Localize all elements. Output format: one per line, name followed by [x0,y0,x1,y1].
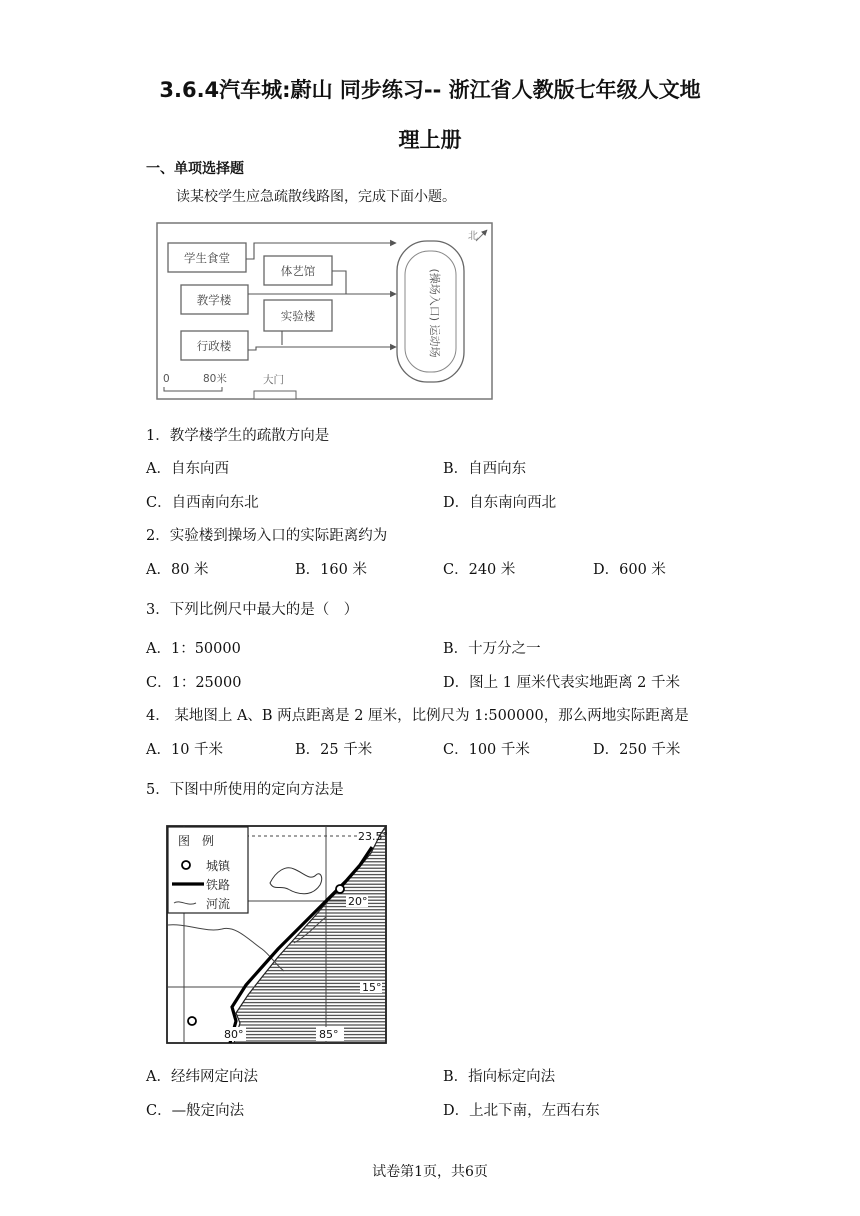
question-5-stem: 5．下图中所使用的定向方法是 [146,782,344,798]
legend-item-railway: 铁路 [206,878,231,892]
question-4-option-b[interactable]: B．25 千米 [295,742,373,758]
lat-label-20: 20° [348,895,368,908]
scale-zero: 0 [163,373,170,385]
question-5-option-d[interactable]: D．上北下南，左西右东 [443,1103,600,1119]
lon-label-85: 85° [319,1028,339,1041]
lat-label-23-5: 23.5° [358,830,388,843]
building-lab-label: 实验楼 [280,309,316,323]
legend-town-icon [182,861,190,869]
route-gym [332,271,346,294]
gate-label: 大门 [263,374,284,386]
section-heading: 一、单项选择题 [146,161,244,177]
question-4-option-d[interactable]: D．250 千米 [593,742,681,758]
playground-label: (操场入口) 运动场 [428,268,441,358]
town-marker [188,1017,196,1025]
question-3-option-c[interactable]: C．1：25000 [146,675,242,691]
building-admin-label: 行政楼 [196,339,232,353]
page-title-line2: 理上册 [398,128,462,152]
question-5-option-c[interactable]: C．—般定向法 [146,1103,245,1119]
town-marker [336,885,344,893]
legend-item-river: 河流 [206,897,231,911]
question-3-stem: 3．下列比例尺中最大的是（ ） [146,602,359,618]
question-5-option-b[interactable]: B．指向标定向法 [443,1069,556,1085]
legend-item-town: 城镇 [206,859,231,873]
question-5-option-a[interactable]: A．经纬网定向法 [146,1069,258,1085]
question-3-option-d[interactable]: D．图上 1 厘米代表实地距离 2 千米 [443,675,681,691]
building-teaching-label: 教学楼 [196,293,232,307]
question-3-option-b[interactable]: B．十万分之一 [443,641,541,657]
page-footer: 试卷第1页，共6页 [372,1164,488,1180]
question-2-option-d[interactable]: D．600 米 [593,562,666,578]
gate-icon [254,391,296,399]
question-2-option-a[interactable]: A．80 米 [146,562,209,578]
question-3-option-a[interactable]: A．1：50000 [146,641,241,657]
question-1-stem: 1．教学楼学生的疏散方向是 [146,428,330,444]
latlong-map-figure [166,825,388,1045]
page-title-line1: 3.6.4汽车城:蔚山 同步练习-- 浙江省人教版七年级人文地 [159,78,701,102]
question-4-option-a[interactable]: A．10 千米 [146,742,224,758]
question-4-stem: 4． 某地图上 A、B 两点距离是 2 厘米，比例尺为 1:500000，那么两地实际距离是 [146,708,689,724]
question-2-stem: 2．实验楼到操场入口的实际距离约为 [146,528,388,544]
building-canteen-label: 学生食堂 [184,251,230,265]
building-gym-label: 体艺馆 [280,264,316,278]
question-2-option-b[interactable]: B．160 米 [295,562,367,578]
legend-title: 图 例 [178,834,215,848]
question-1-option-c[interactable]: C．自西南向东北 [146,495,259,511]
question-4-option-c[interactable]: C．100 千米 [443,742,530,758]
question-1-option-a[interactable]: A．自东向西 [146,461,229,477]
scale-value: 80米 [203,373,227,385]
scale-bar [164,387,222,391]
question-1-option-b[interactable]: B．自西向东 [443,461,527,477]
section-intro: 读某校学生应急疏散线路图，完成下面小题。 [176,189,456,205]
evacuation-map-figure [156,221,494,405]
question-2-option-c[interactable]: C．240 米 [443,562,516,578]
route-admin [248,347,396,350]
question-1-option-d[interactable]: D．自东南向西北 [443,495,557,511]
lon-label-80: 80° [224,1028,244,1041]
north-label: 北 [468,231,478,242]
lat-label-15: 15° [362,981,382,994]
